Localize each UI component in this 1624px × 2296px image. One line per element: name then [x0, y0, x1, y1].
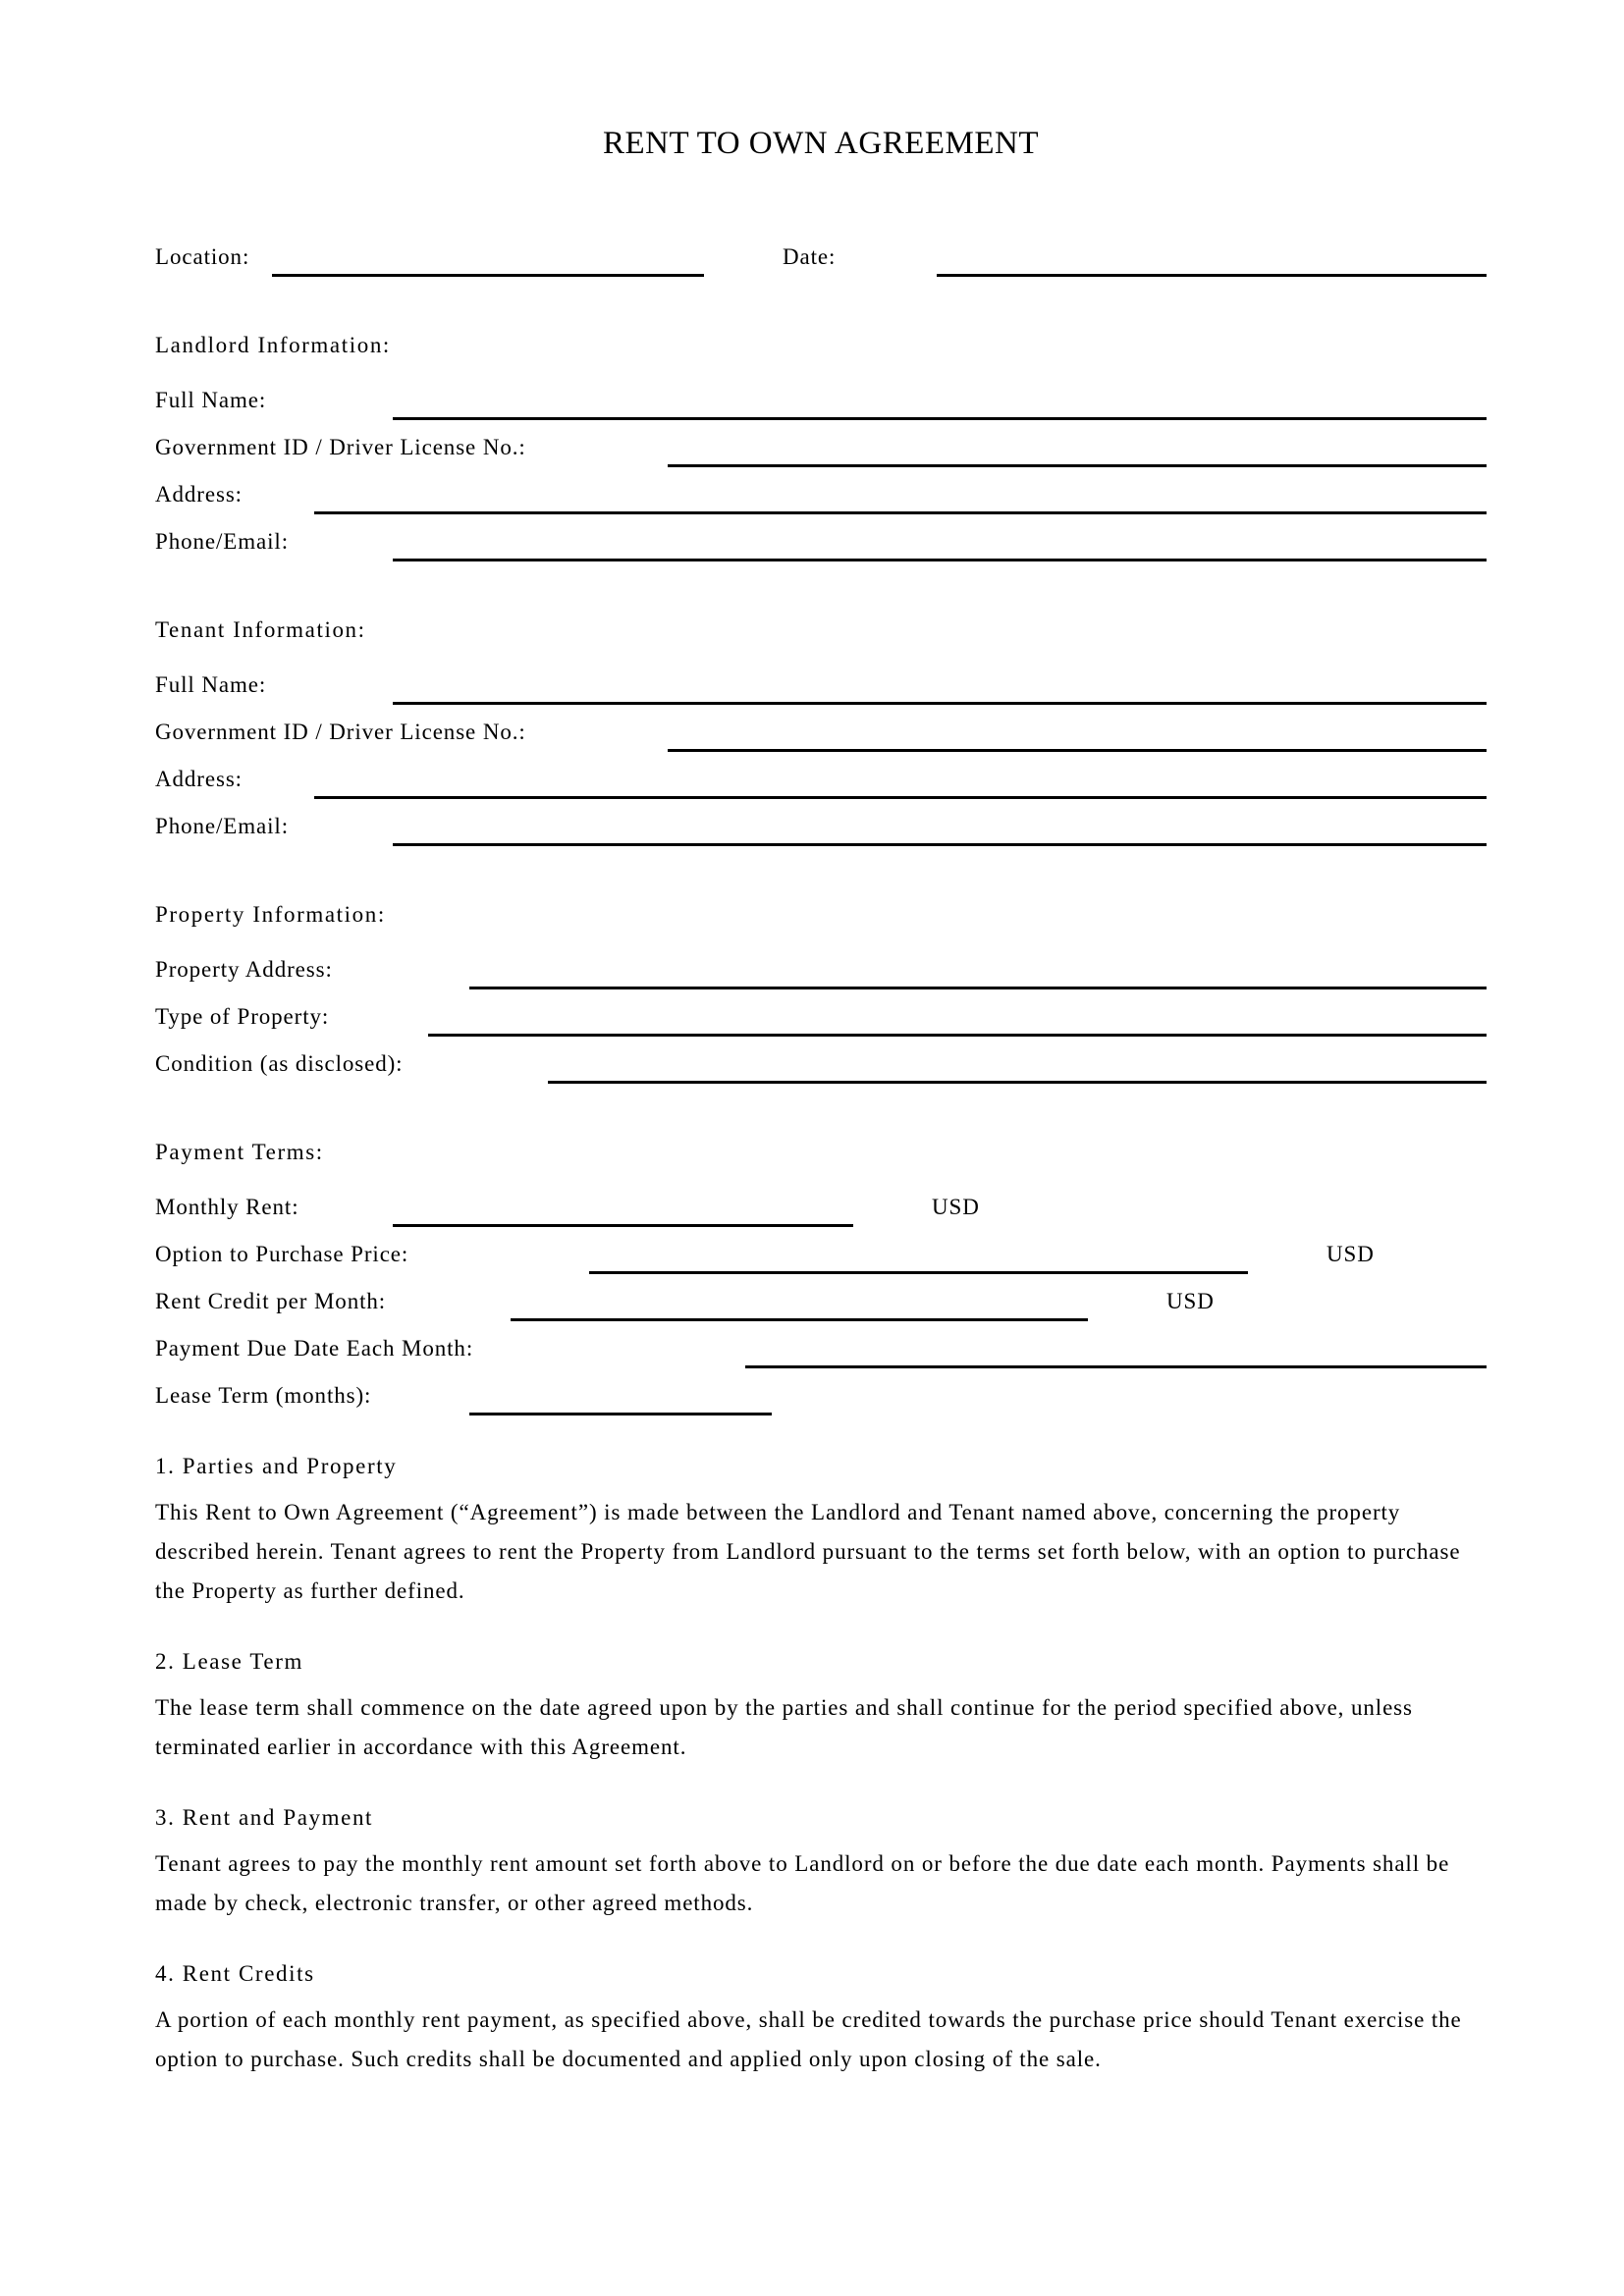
landlord-gov-id-row	[155, 424, 1487, 471]
landlord-section-heading: Landlord Information:	[155, 333, 391, 357]
location-label: Location:	[155, 244, 250, 269]
landlord-address-blank-line[interactable]	[314, 471, 1487, 514]
lease-term-label: Lease Term (months):	[155, 1383, 372, 1408]
date-blank-line[interactable]	[937, 234, 1487, 277]
clause-1	[155, 1447, 1487, 1611]
tenant-gov-id-blank-line[interactable]	[668, 709, 1487, 752]
monthly-rent-blank-line[interactable]	[393, 1184, 853, 1227]
property-address-blank-line[interactable]	[469, 946, 1487, 989]
due-date-label: Payment Due Date Each Month:	[155, 1336, 474, 1361]
purchase-price-label: Option to Purchase Price:	[155, 1242, 409, 1266]
landlord-full-name-row	[155, 377, 1487, 424]
tenant-fields	[155, 662, 1487, 850]
tenant-phone-email-row	[155, 803, 1487, 850]
clause-1-text: This Rent to Own Agreement (“Agreement”) is made between the Landlord and Tenant named above, concerning the property described herein. Tenant agrees to rent the Property from Landlord pursuant to the terms set forth below, with an option to purchase the Property as further defined.	[155, 1500, 1461, 1603]
tenant-phone-email-blank-line[interactable]	[393, 803, 1487, 846]
payment-fields	[155, 1184, 1487, 1419]
property-section-heading: Property Information:	[155, 902, 386, 927]
property-condition-row	[155, 1041, 1487, 1088]
rent-credit-blank-line[interactable]	[511, 1278, 1088, 1321]
clause-2	[155, 1642, 1487, 1767]
clause-4	[155, 1954, 1487, 2079]
property-type-row	[155, 993, 1487, 1041]
monthly-rent-label: Monthly Rent:	[155, 1195, 299, 1219]
lease-term-row	[155, 1372, 1487, 1419]
full-name-label: Full Name:	[155, 388, 267, 412]
currency-suffix: USD	[1166, 1289, 1215, 1313]
monthly-rent-row	[155, 1184, 1487, 1231]
tenant-full-name-blank-line[interactable]	[393, 662, 1487, 705]
clause-1-heading: 1. Parties and Property	[155, 1454, 398, 1478]
landlord-phone-email-row	[155, 518, 1487, 565]
currency-suffix: USD	[932, 1195, 980, 1219]
due-date-blank-line[interactable]	[745, 1325, 1487, 1368]
lease-term-blank-line[interactable]	[469, 1372, 772, 1415]
tenant-address-row	[155, 756, 1487, 803]
landlord-phone-email-blank-line[interactable]	[393, 518, 1487, 561]
tenant-address-blank-line[interactable]	[314, 756, 1487, 799]
clause-2-text: The lease term shall commence on the date agreed upon by the parties and shall continue for the period specified above, unless terminated earlier in accordance with this Agreement.	[155, 1695, 1413, 1759]
full-name-label: Full Name:	[155, 672, 267, 697]
due-date-row	[155, 1325, 1487, 1372]
tenant-section-heading: Tenant Information:	[155, 617, 366, 642]
purchase-price-blank-line[interactable]	[589, 1231, 1248, 1274]
purchase-price-row	[155, 1231, 1487, 1278]
property-condition-blank-line[interactable]	[548, 1041, 1487, 1084]
tenant-gov-id-row	[155, 709, 1487, 756]
date-label: Date:	[783, 244, 837, 269]
gov-id-label: Government ID / Driver License No.:	[155, 720, 526, 744]
clause-3-text: Tenant agrees to pay the monthly rent amount set forth above to Landlord on or before the due date each month. Payments shall be made by check, electronic transfer, or other agreed methods.	[155, 1851, 1450, 1915]
clause-4-heading: 4. Rent Credits	[155, 1961, 315, 1986]
landlord-gov-id-blank-line[interactable]	[668, 424, 1487, 467]
payment-section-heading: Payment Terms:	[155, 1140, 324, 1164]
phone-email-label: Phone/Email:	[155, 529, 290, 554]
rent-credit-row	[155, 1278, 1487, 1325]
phone-email-label: Phone/Email:	[155, 814, 290, 838]
document-content	[155, 124, 1487, 2079]
address-label: Address:	[155, 767, 243, 791]
clause-3	[155, 1798, 1487, 1923]
address-label: Address:	[155, 482, 243, 507]
landlord-full-name-blank-line[interactable]	[393, 377, 1487, 420]
property-type-blank-line[interactable]	[428, 993, 1487, 1037]
clause-4-text: A portion of each monthly rent payment, as specified above, shall be credited towards the purchase price should Tenant exercise the option to purchase. Such credits shall be documented and applied only upon closing of the sale.	[155, 2007, 1462, 2071]
currency-suffix: USD	[1326, 1242, 1375, 1266]
clause-3-heading: 3. Rent and Payment	[155, 1805, 374, 1830]
property-fields	[155, 946, 1487, 1088]
document-title: RENT TO OWN AGREEMENT	[602, 126, 1040, 161]
property-condition-label: Condition (as disclosed):	[155, 1051, 404, 1076]
gov-id-label: Government ID / Driver License No.:	[155, 435, 526, 459]
landlord-address-row	[155, 471, 1487, 518]
location-blank-line[interactable]	[272, 234, 704, 277]
clause-2-heading: 2. Lease Term	[155, 1649, 303, 1674]
property-type-label: Type of Property:	[155, 1004, 330, 1029]
property-address-row	[155, 946, 1487, 993]
rent-credit-label: Rent Credit per Month:	[155, 1289, 387, 1313]
tenant-full-name-row	[155, 662, 1487, 709]
location-date-row	[155, 234, 1487, 281]
property-address-label: Property Address:	[155, 957, 333, 982]
landlord-fields	[155, 377, 1487, 565]
